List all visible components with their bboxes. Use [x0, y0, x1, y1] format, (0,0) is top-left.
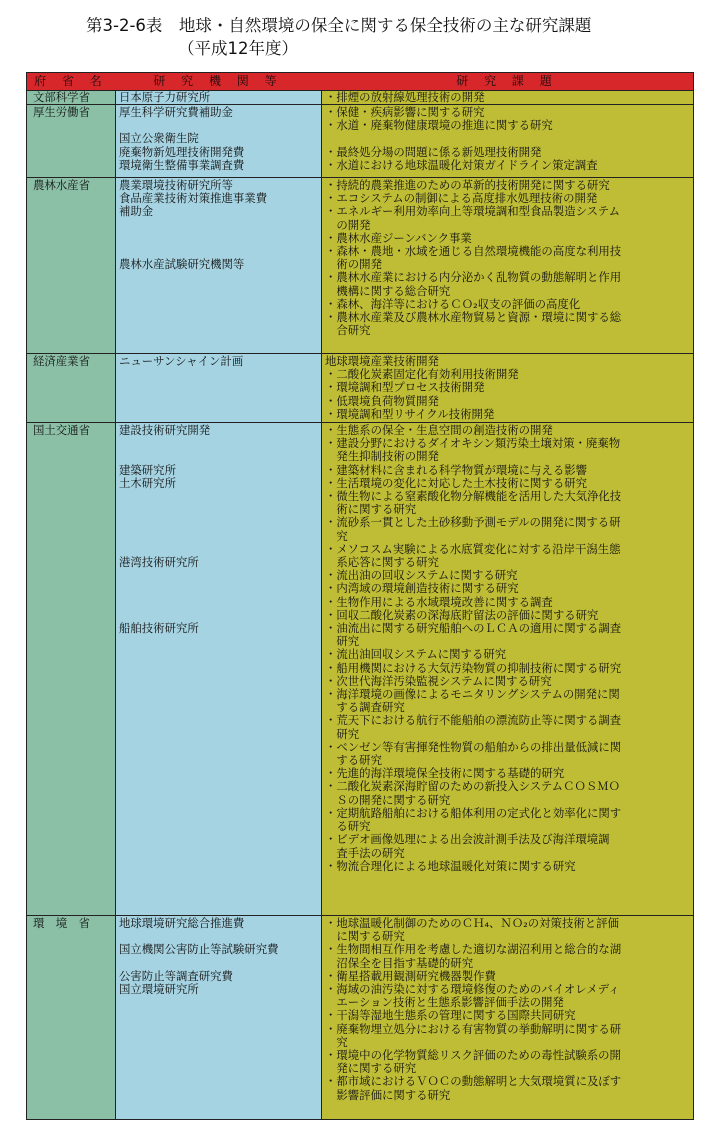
- column-divider: [115, 73, 116, 1119]
- topic-item: ・内湾域の環境創造技術に関する研究: [325, 581, 519, 596]
- topic-item: する研究: [325, 753, 382, 768]
- org-list: [119, 424, 210, 635]
- topic-list: [325, 106, 598, 172]
- topic-item: 影響評価に関する研究: [325, 1087, 451, 1102]
- topic-item: ・船用機関における大気汚染物質の抑制技術に関する研究: [325, 660, 622, 675]
- topic-item: ・環境調和型プロセス技術開発: [325, 380, 485, 395]
- ministry-name: 文部科学省: [33, 90, 90, 104]
- title-main: 第3-2-6表 地球・自然環境の保全に関する保全技術の主な研究課題: [86, 16, 592, 35]
- topic-item: ・海域の油汚染に対する環境修復のためのバイオレメディ: [325, 982, 620, 997]
- ministry-name: 国土交通省: [33, 423, 90, 437]
- topic-item: ・海洋環境の画像によるモニタリングシステムの開発に関: [325, 687, 620, 702]
- org-item: 環境衛生整備事業調査費: [119, 157, 245, 172]
- org-item: [119, 596, 210, 609]
- org-item: [119, 503, 210, 516]
- research-table: [26, 72, 694, 1120]
- topic-item: ・流砂系一貫とした土砂移動予測モデルの開発に関する研: [325, 515, 621, 530]
- org-item: [119, 219, 267, 232]
- org-list: [119, 91, 210, 104]
- org-item: [119, 530, 210, 543]
- header-organization: 研 究 機 関 等: [153, 74, 283, 88]
- topic-item: 系応答に関する研究: [325, 555, 439, 570]
- topic-item: 術に関する研究: [325, 502, 417, 517]
- topic-item: する調査研究: [325, 700, 405, 715]
- table-title: [86, 14, 591, 60]
- topic-item: 研究: [325, 634, 360, 649]
- topic-item: ・流出油回収システムに関する研究: [325, 647, 507, 662]
- topic-list: [325, 917, 621, 1102]
- topic-item: ・干潟等湿地生態系の管理に関する国際共同研究: [325, 1008, 576, 1023]
- org-item: 土木研究所: [119, 475, 176, 490]
- org-item: 農業環境技術研究所等: [119, 178, 233, 192]
- topic-item: ・廃棄物埋立処分における有害物質の挙動解明に関する研: [325, 1021, 622, 1036]
- ministry-column: [27, 73, 115, 1119]
- org-item: 日本原子力研究所: [119, 90, 211, 104]
- topic-item: ・定期航路船舶における船体利用の定式化と効率化に関す: [325, 805, 622, 820]
- org-item: 補助金: [119, 204, 154, 219]
- column-divider: [321, 73, 322, 1119]
- topic-item: ・環境調和型リサイクル技術開発: [325, 406, 495, 421]
- org-item: [119, 569, 210, 582]
- topic-item: ・水道における地球温暖化対策ガイドライン策定調査: [325, 157, 598, 172]
- topic-item: ・環境中の化学物質総リスク評価のための毒性試験系の開: [325, 1048, 621, 1063]
- org-item: [119, 437, 210, 450]
- header-topic: 研 究 課 題: [456, 74, 558, 88]
- topic-item: る研究: [325, 819, 371, 834]
- org-item: 建設技術研究開発: [119, 423, 211, 437]
- topic-list: [325, 91, 484, 104]
- topic-item: ・油流出に関する研究船舶へのＬＣＡの適用に関する調査: [325, 621, 622, 636]
- org-item: [119, 450, 210, 463]
- org-item: 厚生科学研究費補助金: [119, 105, 233, 119]
- org-item: ニューサンシャイン計画: [119, 354, 244, 368]
- topic-item: ・微生物による窒素酸化物分解機能を活用した大気浄化技: [325, 489, 622, 504]
- topic-item: ・衛星搭載用観測研究機器製作費: [325, 968, 496, 983]
- org-list: [119, 355, 243, 368]
- topic-item: ・保健・疾病影響に関する研究: [325, 105, 485, 119]
- org-item: 公害防止等調査研究費: [119, 968, 233, 983]
- title-subtitle: （平成12年度）: [178, 39, 298, 58]
- org-item: [119, 490, 210, 503]
- topic-item: ・森林、海洋等におけるＣＯ₂収支の評価の高度化: [325, 296, 581, 311]
- topic-item: ・地球温暖化制御のためのＣＨ₄、ＮＯ₂の対策技術と評価: [325, 916, 619, 930]
- org-list: [119, 917, 278, 996]
- topic-item: [325, 132, 598, 145]
- topic-list: [325, 179, 621, 337]
- topic-item: ・建設分野におけるダイオキシン類汚染土壌対策・廃棄物: [325, 436, 621, 451]
- topic-item: の開発: [325, 217, 371, 232]
- topic-item: 研究: [325, 726, 360, 741]
- topic-item: ・回収二酸化炭素の深海底貯留法の評価に関する研究: [325, 607, 599, 622]
- topic-item: ・生物間相互作用を考慮した適切な湖沼利用と総合的な湖: [325, 942, 622, 957]
- topic-list: [325, 424, 621, 873]
- topic-item: 究: [325, 528, 348, 543]
- topic-item: ・持続的農業推進のための革新的技術開発に関する研究: [325, 178, 610, 192]
- topic-item: ・生態系の保全・生息空間の創造技術の開発: [325, 423, 553, 437]
- org-item: 国立機関公害防止等試験研究費: [119, 942, 279, 957]
- topic-item: ・物流合理化による地球温暖化対策に関する研究: [325, 858, 576, 873]
- org-item: 廃棄物新処理技術開発費: [119, 144, 245, 159]
- topic-list: [325, 355, 519, 421]
- topic-item: ・次世代海洋汚染監視システムに関する研究: [325, 673, 552, 688]
- topic-item: ・二酸化炭素固定化有効利用技術開発: [325, 367, 519, 382]
- topic-item: ・先進的海洋環境保全技術に関する基礎的研究: [325, 766, 565, 781]
- org-item: [119, 232, 267, 245]
- table-header: [27, 73, 693, 91]
- topic-item: ・農林水産ジーンバンク事業: [325, 230, 472, 245]
- topic-item: ・水道・廃棄物健康環境の推進に関する研究: [325, 118, 553, 133]
- org-list: [119, 179, 267, 271]
- topic-item: 合研究: [325, 323, 371, 338]
- topic-item: 地球環境産業技術開発: [325, 354, 439, 368]
- topic-item: ・二酸化炭素深海貯留のための新投入システムＣＯＳＭＯ: [325, 779, 621, 794]
- topic-item: ・排煙の放射線処理技術の開発: [325, 90, 485, 104]
- topic-item: ・最終処分場の問題に係る新処理技術開発: [325, 144, 542, 159]
- topic-item: ・荒天下における航行不能船舶の漂流防止等に関する調査: [325, 713, 622, 728]
- topic-item: ・エコシステムの制御による高度排水処理技術の開発: [325, 191, 598, 206]
- topic-item: 発に関する研究: [325, 1061, 417, 1076]
- topic-item: Ｓの開発に関する研究: [325, 792, 451, 807]
- org-item: [119, 957, 278, 970]
- topic-item: 機構に関する総合研究: [325, 283, 451, 298]
- org-item: 地球環境研究総合推進費: [119, 916, 245, 930]
- topic-item: ・建築材料に含まれる科学物質が環境に与える影響: [325, 462, 587, 477]
- topic-item: ・低環境負荷物質開発: [325, 393, 439, 408]
- org-item: 国立環境研究所: [119, 982, 199, 997]
- topic-item: ・農林水産業及び農林水産物貿易と資源・環境に関する総: [325, 310, 622, 325]
- topic-item: ・流出油の回収システムに関する研究: [325, 568, 518, 583]
- topic-item: に関する研究: [325, 929, 405, 944]
- topic-item: ・メソコスム実験による水底質変化に対する沿岸干潟生態: [325, 541, 621, 556]
- org-item: 食品産業技術対策推進事業費: [119, 191, 268, 206]
- ministry-name: 経済産業省: [33, 354, 90, 368]
- org-item: 建築研究所: [119, 462, 176, 477]
- topic-item: 究: [325, 1034, 348, 1049]
- topic-item: ・ビデオ画像処理による出会波計測手法及び海洋環境調: [325, 832, 610, 847]
- ministry-name: 厚生労働省: [33, 105, 90, 119]
- topic-item: ・森林・農地・水域を通じる自然環境機能の高度な利用技: [325, 244, 622, 259]
- topic-item: ・都市域におけるＶＯＣの動態解明と大気環境質に及ぼす: [325, 1074, 622, 1089]
- header-ministry: 府 省 名: [34, 74, 108, 88]
- topic-item: エーション技術と生態系影響評価手法の開発: [325, 995, 564, 1010]
- topic-item: ・ベンゼン等有害揮発性物質の船舶からの排出量低減に関: [325, 739, 622, 754]
- org-item: [119, 582, 210, 595]
- org-item: [119, 516, 210, 529]
- topic-item: ・生物作用による水域環境改善に関する調査: [325, 594, 553, 609]
- topic-item: 発生抑制技術の開発: [325, 449, 439, 464]
- ministry-name: 農林水産省: [33, 178, 90, 192]
- topic-item: ・エネルギー利用効率向上等環境調和型食品製造システム: [325, 204, 621, 219]
- org-list: [119, 106, 244, 172]
- topic-item: 査手法の研究: [325, 845, 405, 860]
- org-item: 港湾技術研究所: [119, 555, 199, 570]
- org-item: 農林水産試験研究機関等: [119, 257, 245, 272]
- topic-item: 術の開発: [325, 257, 382, 272]
- org-item: 国立公衆衛生院: [119, 131, 199, 146]
- topic-item: ・農林水産業における内分泌かく乱物質の動態解明と作用: [325, 270, 622, 285]
- ministry-name: 環 境 省: [33, 916, 90, 930]
- topic-item: ・生活環境の変化に対応した土木技術に関する研究: [325, 475, 587, 490]
- org-item: 船舶技術研究所: [119, 621, 199, 636]
- topic-item: 沼保全を目指す基礎的研究: [325, 955, 474, 970]
